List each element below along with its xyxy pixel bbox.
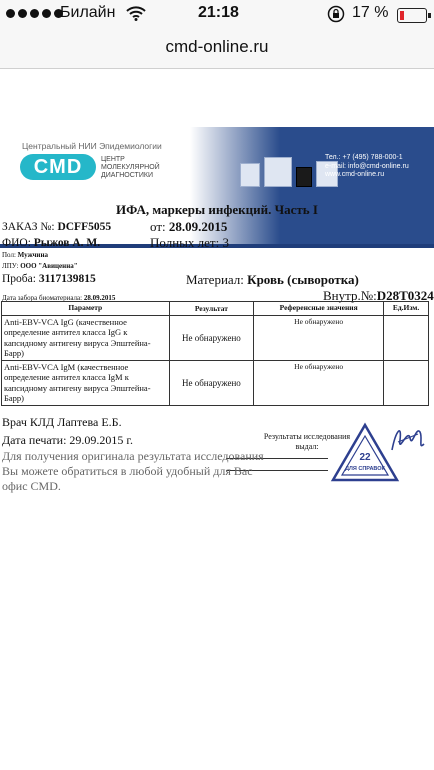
table-row — [2, 315, 429, 360]
sample-number — [2, 273, 96, 285]
carrier-name: Билайн — [60, 4, 116, 21]
age-label: Полных лет: — [150, 235, 220, 250]
logo-subtitle: ЦЕНТР МОЛЕКУЛЯРНОЙ ДИАГНОСТИКИ — [101, 156, 160, 179]
order-value: DCFF5055 — [57, 221, 112, 233]
report-title: ИФА, маркеры инфекций. Часть I — [116, 202, 318, 217]
sex-value: Мужчина — [17, 251, 48, 259]
banner-site: www.cmd-online.ru — [325, 171, 385, 178]
header-param: Параметр — [2, 302, 170, 316]
order-number — [2, 221, 111, 233]
doctor-name: Врач КЛД Лаптева Е.Б. — [2, 415, 122, 429]
collect-value: 28.09.2015 — [83, 294, 116, 302]
stamp-number: 22 — [359, 452, 371, 463]
material — [186, 272, 359, 288]
row-reference: Не обнаружено — [254, 315, 384, 360]
clinic — [2, 262, 78, 270]
header-reference: Референсные значения — [254, 302, 384, 316]
url-text: cmd-online.ru — [165, 37, 269, 56]
age-value: 3 — [222, 235, 229, 250]
banner-phone: Тел.: +7 (495) 788-000-1 — [325, 154, 403, 161]
print-value: 29.09.2015 г. — [69, 433, 133, 447]
sample-value: 3117139815 — [38, 273, 96, 285]
print-date — [2, 433, 133, 448]
collect-label: Дата забора биоматериала: — [2, 294, 83, 302]
fio-label: ФИО: — [2, 237, 31, 249]
material-value: Кровь (сыворотка) — [247, 272, 359, 287]
table-row — [2, 360, 429, 405]
material-label: Материал: — [186, 272, 244, 287]
table-header-row — [2, 302, 429, 316]
issued-by-label: Результаты исследования выдал: — [263, 432, 351, 451]
date-value: 28.09.2015 — [168, 219, 228, 234]
patient-sex — [2, 251, 48, 259]
row-unit — [384, 360, 429, 405]
internal-label: Внутр.№: — [323, 288, 377, 303]
cmd-logo: CMD — [20, 154, 96, 180]
row-unit — [384, 315, 429, 360]
date-label: от: — [150, 219, 166, 234]
fio-value: Рыжов А. М. — [33, 237, 101, 249]
clock: 21:18 — [198, 4, 239, 21]
row-reference: Не обнаружено — [254, 360, 384, 405]
patient-name — [2, 237, 100, 249]
banner-email: e-mail: info@cmd-online.ru — [325, 162, 409, 170]
header-result: Результат — [169, 302, 254, 316]
wifi-icon — [126, 5, 146, 26]
order-date — [150, 219, 227, 235]
handwritten-signature — [388, 420, 428, 463]
sample-label: Проба: — [2, 273, 36, 285]
print-label: Дата печати: — [2, 433, 67, 447]
stamp-text: ДЛЯ СПРАВОК — [345, 466, 385, 472]
header-unit: Ед.Изм. — [384, 302, 429, 316]
status-bar — [0, 0, 434, 30]
signal-dots-icon — [6, 9, 63, 18]
row-result: Не обнаружено — [169, 360, 254, 405]
orientation-lock-icon — [327, 5, 345, 28]
battery-percent: 17 % — [352, 4, 389, 21]
sex-label: Пол: — [2, 251, 16, 259]
lpu-value: ООО "Авиценна" — [20, 262, 78, 270]
order-label: ЗАКАЗ №: — [2, 221, 55, 233]
results-table — [1, 301, 429, 406]
battery-icon — [397, 8, 427, 23]
note-line-2: Вы можете обратиться в любой удобный для Вас — [2, 464, 253, 478]
lab-equipment-image — [240, 157, 338, 187]
note-line-3: офис CMD. — [2, 479, 61, 493]
internal-value: D28T0324 — [376, 288, 434, 303]
address-bar[interactable] — [0, 30, 434, 69]
institute-name: Центральный НИИ Эпидемиологии — [22, 141, 162, 151]
banner-contacts — [325, 154, 409, 180]
row-param: Anti-EBV-VCA IgM (качественное определение антител класса IgM к капсидному антигену вируса Эпштейна-Барр) — [2, 360, 170, 405]
lpu-label: ЛПУ: — [2, 262, 19, 270]
row-param: Anti-EBV-VCA IgG (качественное определение антител класса IgG к капсидному антигену вируса Эпштейна-Барр) — [2, 315, 170, 360]
patient-age — [150, 235, 229, 251]
row-result: Не обнаружено — [169, 315, 254, 360]
note-line-1: Для получения оригинала результата исследования — [2, 449, 264, 463]
